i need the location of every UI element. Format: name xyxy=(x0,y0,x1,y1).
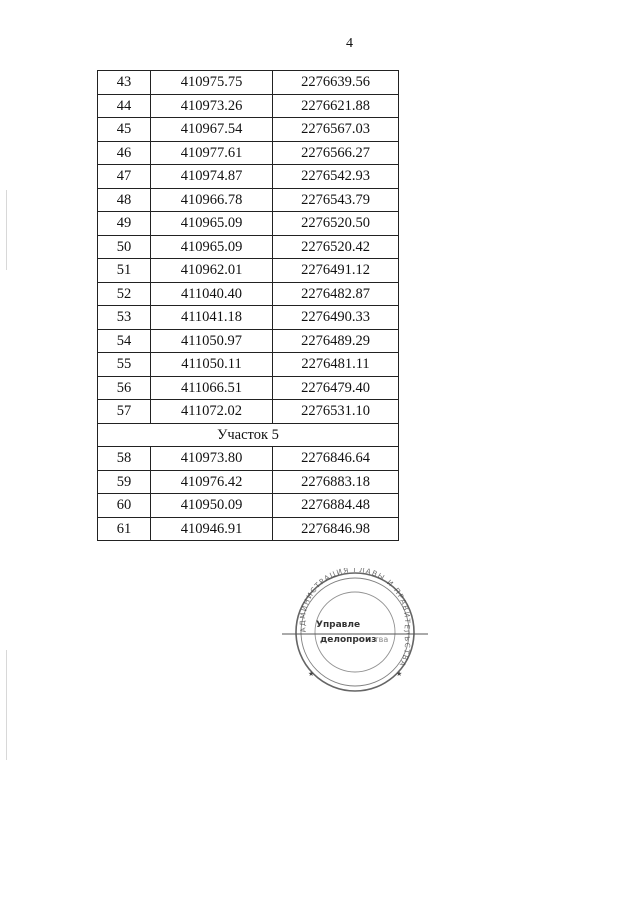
coordinates-table xyxy=(97,70,399,541)
y-coordinate-cell: 2276621.88 xyxy=(273,94,399,118)
point-number-cell: 58 xyxy=(98,447,151,471)
y-coordinate-cell: 2276479.40 xyxy=(273,376,399,400)
table-body-section-b xyxy=(98,447,399,541)
table-row xyxy=(98,188,399,212)
table-row xyxy=(98,517,399,541)
y-coordinate-cell: 2276884.48 xyxy=(273,494,399,518)
point-number-cell: 57 xyxy=(98,400,151,424)
y-coordinate-cell: 2276490.33 xyxy=(273,306,399,330)
point-number-cell: 60 xyxy=(98,494,151,518)
y-coordinate-cell: 2276520.50 xyxy=(273,212,399,236)
y-coordinate-cell: 2276481.11 xyxy=(273,353,399,377)
point-number-cell: 61 xyxy=(98,517,151,541)
y-coordinate-cell: 2276567.03 xyxy=(273,118,399,142)
point-number-cell: 56 xyxy=(98,376,151,400)
table-row xyxy=(98,494,399,518)
y-coordinate-cell: 2276520.42 xyxy=(273,235,399,259)
page-number: 4 xyxy=(346,36,353,51)
section-header-row xyxy=(98,423,399,447)
table-row xyxy=(98,329,399,353)
point-number-cell: 51 xyxy=(98,259,151,283)
table-row xyxy=(98,212,399,236)
stamp-line-2: делопроиз xyxy=(320,635,377,645)
x-coordinate-cell: 410974.87 xyxy=(151,165,273,189)
scan-artifact-line xyxy=(6,650,7,760)
point-number-cell: 46 xyxy=(98,141,151,165)
table-row xyxy=(98,447,399,471)
x-coordinate-cell: 410966.78 xyxy=(151,188,273,212)
table-row xyxy=(98,118,399,142)
table-row xyxy=(98,71,399,95)
scan-artifact-line xyxy=(6,190,7,270)
table-section-header xyxy=(98,423,399,447)
table-row xyxy=(98,235,399,259)
point-number-cell: 48 xyxy=(98,188,151,212)
star-icon: ★ xyxy=(308,670,315,678)
y-coordinate-cell: 2276489.29 xyxy=(273,329,399,353)
table-row xyxy=(98,306,399,330)
official-stamp xyxy=(280,568,430,696)
point-number-cell: 49 xyxy=(98,212,151,236)
table-row xyxy=(98,259,399,283)
x-coordinate-cell: 410962.01 xyxy=(151,259,273,283)
svg-text:АДМИНИСТРАЦИЯ ГЛАВЫ И ПРАВИТЕЛ xyxy=(298,568,412,669)
point-number-cell: 54 xyxy=(98,329,151,353)
table-row xyxy=(98,94,399,118)
table-row xyxy=(98,400,399,424)
y-coordinate-cell: 2276883.18 xyxy=(273,470,399,494)
stamp-line-2-tail: тва xyxy=(374,635,389,644)
table-row xyxy=(98,282,399,306)
y-coordinate-cell: 2276846.98 xyxy=(273,517,399,541)
table-row xyxy=(98,470,399,494)
x-coordinate-cell: 410946.91 xyxy=(151,517,273,541)
table-row xyxy=(98,353,399,377)
y-coordinate-cell: 2276482.87 xyxy=(273,282,399,306)
point-number-cell: 55 xyxy=(98,353,151,377)
x-coordinate-cell: 411072.02 xyxy=(151,400,273,424)
table-row xyxy=(98,165,399,189)
x-coordinate-cell: 410973.26 xyxy=(151,94,273,118)
section-title: Участок 5 xyxy=(98,423,399,447)
stamp-line-1: Управле xyxy=(316,620,361,630)
point-number-cell: 59 xyxy=(98,470,151,494)
x-coordinate-cell: 410965.09 xyxy=(151,235,273,259)
y-coordinate-cell: 2276566.27 xyxy=(273,141,399,165)
y-coordinate-cell: 2276543.79 xyxy=(273,188,399,212)
x-coordinate-cell: 411041.18 xyxy=(151,306,273,330)
y-coordinate-cell: 2276542.93 xyxy=(273,165,399,189)
x-coordinate-cell: 411050.11 xyxy=(151,353,273,377)
point-number-cell: 47 xyxy=(98,165,151,189)
x-coordinate-cell: 410975.75 xyxy=(151,71,273,95)
y-coordinate-cell: 2276531.10 xyxy=(273,400,399,424)
point-number-cell: 53 xyxy=(98,306,151,330)
y-coordinate-cell: 2276639.56 xyxy=(273,71,399,95)
x-coordinate-cell: 410976.42 xyxy=(151,470,273,494)
x-coordinate-cell: 410967.54 xyxy=(151,118,273,142)
x-coordinate-cell: 410973.80 xyxy=(151,447,273,471)
y-coordinate-cell: 2276846.64 xyxy=(273,447,399,471)
x-coordinate-cell: 410965.09 xyxy=(151,212,273,236)
point-number-cell: 52 xyxy=(98,282,151,306)
point-number-cell: 50 xyxy=(98,235,151,259)
stamp-graphic xyxy=(280,568,430,696)
point-number-cell: 44 xyxy=(98,94,151,118)
star-icon: ★ xyxy=(396,670,403,678)
x-coordinate-cell: 411050.97 xyxy=(151,329,273,353)
table-row xyxy=(98,376,399,400)
x-coordinate-cell: 411040.40 xyxy=(151,282,273,306)
x-coordinate-cell: 410977.61 xyxy=(151,141,273,165)
y-coordinate-cell: 2276491.12 xyxy=(273,259,399,283)
stamp-outer-text: АДМИНИСТРАЦИЯ ГЛАВЫ И ПРАВИТЕЛЬСТВА xyxy=(297,568,413,669)
table-row xyxy=(98,141,399,165)
table-body-section-a xyxy=(98,71,399,424)
x-coordinate-cell: 410950.09 xyxy=(151,494,273,518)
x-coordinate-cell: 411066.51 xyxy=(151,376,273,400)
point-number-cell: 45 xyxy=(98,118,151,142)
point-number-cell: 43 xyxy=(98,71,151,95)
